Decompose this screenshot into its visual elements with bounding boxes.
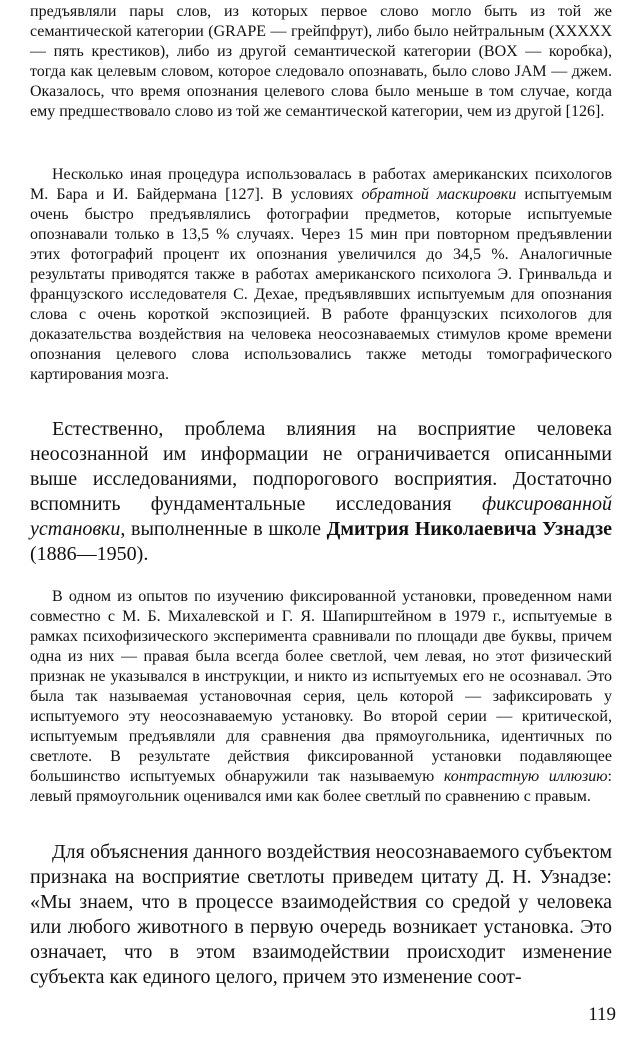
book-page (30, 0, 612, 1050)
italic-term-contrast-illusion: контрастную иллюзию (443, 768, 608, 785)
paragraph-1: предъявляли пары слов, из которых первое слово могло быть из той же семантической категории (GRAPE — грейпфрут), либо было нейтральным (XXXXX — пять крестиков), либо из другой семантической категории (BOX — коробка), тогда как целевым словом, которое следовало опознавать, было слово JAM — джем. Оказалось, что время опознания целевого слова было меньше в том случае, когда ему предшествовало слово из той же семантической категории, чем из другой [126]. (30, 3, 612, 120)
paragraph-5: Для объяснения данного воздействия неосознаваемого субъектом признака на восприятие светлоты приведем цитату Д. Н. Узнадзе: «Мы знаем, что в процессе взаимодействия со средой у человека или любого животного в первую очередь возникает установка. Это означает, что в этом взаимодействии происходит изменение субъекта как единого целого, причем это изменение соот- (30, 841, 612, 988)
paragraph-4: В одном из опытов по изучению фиксированной установки, проведенном нами совместно с М. Б. Михалевской и Г. Я. Шапирштейном в 1979 г., испытуемые в рамках психофизического эксперимента сравнивали по площади две буквы, причем одна из них — правая была всегда более светлой, чем левая, но этот физический признак не указывался в инструкции, и никто из испытуемых его не осознавал. Это была так называемая установочная серия, цель которой — зафиксировать у испытуемого эту неосознаваемую установку. Во второй серии — критической, испытуемым предъявляли для сравнения два прямоугольника, идентичных по светлоте. В результате действия фиксированной установки подавляющее большинство испытуемых обнаружили так называемую контрастную иллюзию: левый прямоугольник оценивался ими как более светлый по сравнению с правым. (30, 588, 612, 805)
bold-name-uznadze: Дмитрия Николаевича Узнадзе (326, 518, 612, 540)
page-number: 119 (588, 1004, 616, 1025)
paragraph-2: Несколько иная процедура использовалась в работах американских психологов М. Бара и И. Байдермана [127]. В условиях обратной маскировки испытуемым очень быстро предъявлялись фотографии предметов, которые испытуемые опознавали только в 13,5 % случаях. Через 15 мин при повторном предъявлении этих фотографий процент их опознания увеличился до 34,5 %. Аналогичные результаты приводятся также в работах американского психолога Э. Гринвальда и французского исследователя С. Дехае, предъявлявших испытуемым для опознания слова с очень короткой экспозицией. В работе французских психологов для доказательства воздействия на человека неосознаваемых стимулов кроме времени опознания целевого слова использовались также методы томографического картирования мозга. (30, 166, 613, 383)
italic-term-backward-masking: обратной маскировки (361, 186, 517, 203)
italic-term-fixed-set: фиксированной установки (30, 493, 612, 540)
paragraph-3: Естественно, проблема влияния на восприятие человека неосознанной им информации не ограничивается описанными выше исследованиями, подпорогового восприятия. Достаточно вспомнить фундаментальные исследования фиксированной установки, выполненные в школе Дмитрия Николаевича Узнадзе (1886—1950). (30, 418, 612, 565)
